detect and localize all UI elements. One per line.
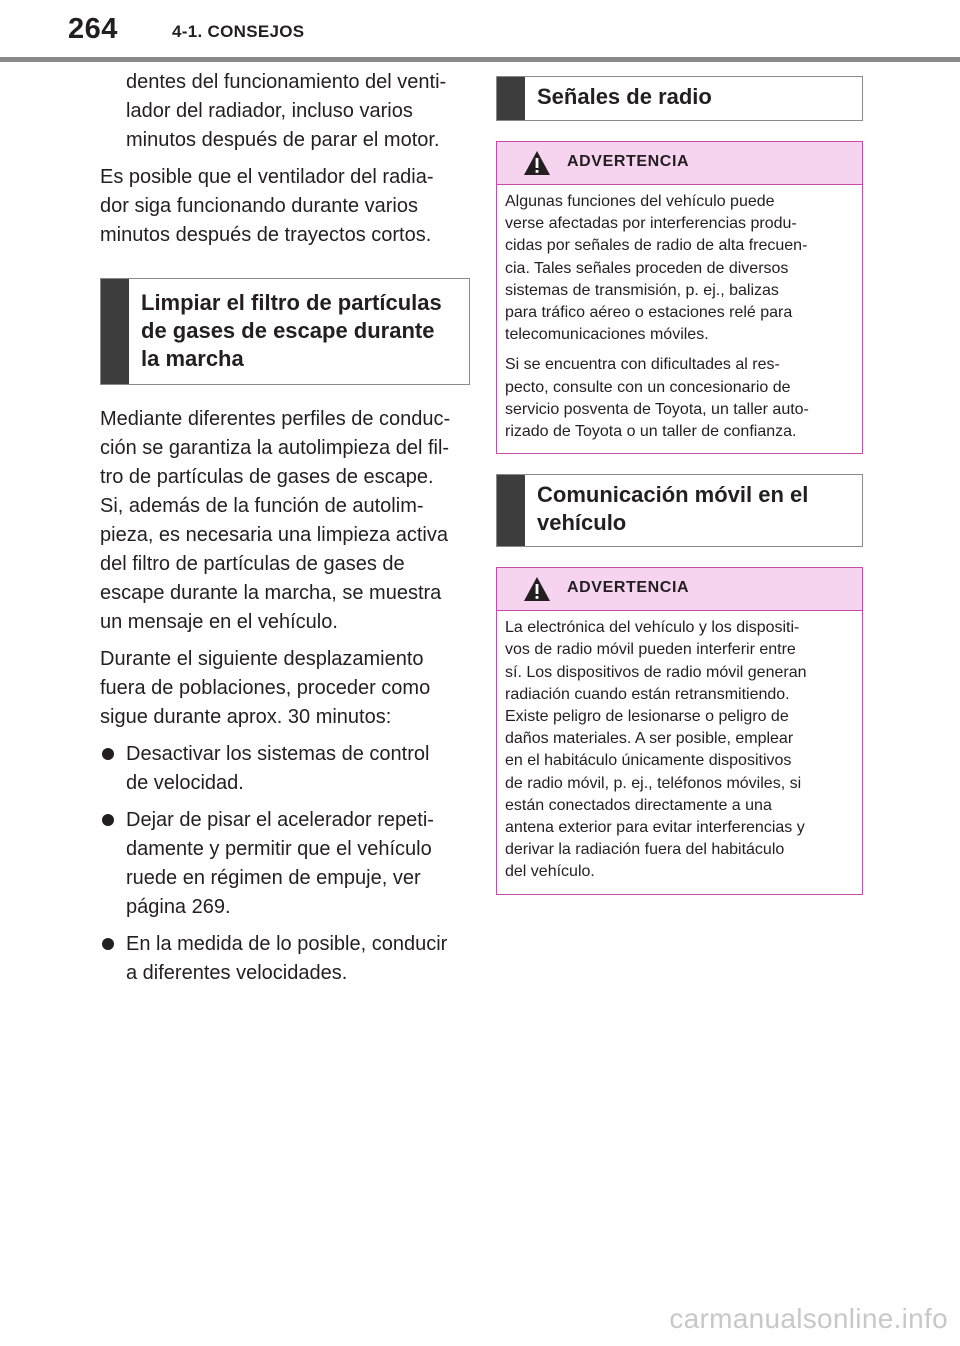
bullet-icon <box>102 938 114 950</box>
left-column <box>100 68 470 996</box>
procedure-paragraph: Durante el siguiente desplazamiento fuera de poblaciones, proceder como sigue durante aprox. 30 minutos: <box>100 648 431 728</box>
warning-triangle-icon <box>523 150 551 176</box>
warning-title: ADVERTENCIA <box>567 153 690 170</box>
filter-paragraph: Mediante diferentes perfiles de conduc- ción se garantiza la autolimpieza del fil- tro de partículas de gases de escape. Si, además de la función de autolim- pieza, es necesaria una limpieza activa del filtro de partículas de gases de escape durante la marcha, se muestra un mensaje en el vehículo. <box>100 408 451 633</box>
list-item <box>100 806 470 922</box>
heading-accent-bar <box>497 475 525 546</box>
section-heading-radio-signals <box>496 76 863 121</box>
bullet-icon <box>102 748 114 760</box>
section-title: 4-1. CONSEJOS <box>172 22 305 41</box>
list-item <box>100 740 470 798</box>
warning-paragraph: Algunas funciones del vehículo puede verse afectadas por interferencias produ- cidas por señales de radio de alta frecuen- cia. Tales señales proceden de diversos sistemas de transmisión, p. ej., balizas para tráfico aéreo o estaciones relé para telecomunicaciones móviles. <box>505 193 808 344</box>
list-item-text: En la medida de lo posible, conducir a diferentes velocidades. <box>126 933 448 984</box>
warning-body <box>497 185 862 453</box>
warning-body <box>497 611 862 893</box>
list-item <box>100 930 470 988</box>
page-number: 264 <box>68 13 118 45</box>
section-heading-mobile-communication <box>496 474 863 547</box>
warning-title: ADVERTENCIA <box>567 579 690 597</box>
bullet-icon <box>102 814 114 826</box>
right-column <box>496 76 863 915</box>
section-heading-filter-cleaning <box>100 278 470 385</box>
page-header <box>0 0 960 62</box>
watermark: carmanualsonline.info <box>669 1303 948 1334</box>
warning-paragraph: Si se encuentra con dificultades al res- pecto, consulte con un concesionario de servicio posventa de Toyota, un taller auto- rizado de Toyota o un taller de confianza. <box>505 356 809 441</box>
list-item-text: Dejar de pisar el acelerador repeti- damente y permitir que el vehículo ruede en régimen de empuje, ver página 269. <box>126 809 434 918</box>
warning-box-mobile <box>496 567 863 894</box>
heading-accent-bar <box>497 77 525 120</box>
warning-box-radio <box>496 141 863 454</box>
intro-paragraph: dentes del funcionamiento del venti- lador del radiador, incluso varios minutos después de parar el motor. <box>126 71 447 151</box>
heading-text: Limpiar el filtro de partículas de gases de escape durante la marcha <box>141 290 442 371</box>
heading-text: Comunicación móvil en el vehículo <box>537 482 809 536</box>
fan-paragraph: Es posible que el ventilador del radia- dor siga funcionando durante varios minutos después de trayectos cortos. <box>100 166 434 246</box>
heading-accent-bar <box>101 279 129 384</box>
header-divider <box>0 57 960 62</box>
warning-triangle-icon <box>523 576 551 602</box>
warning-paragraph: La electrónica del vehículo y los dispositi- vos de radio móvil pueden interferir entre sí. Los dispositivos de radio móvil generan radiación cuando están retransmitiendo. Existe peligro de lesionarse o peligro de daños materiales. A ser posible, emplear en el habitáculo únicamente dispositivos de radio móvil, p. ej., teléfonos móviles, si están conectados directamente a una antena exterior para evitar interferencias y derivar la radiación fuera del habitáculo del vehículo. <box>505 619 807 881</box>
list-item-text: Desactivar los sistemas de control de velocidad. <box>126 743 430 794</box>
heading-text: Señales de radio <box>537 84 712 109</box>
procedure-list <box>100 740 470 988</box>
warning-header <box>497 142 862 185</box>
warning-header <box>497 568 862 611</box>
